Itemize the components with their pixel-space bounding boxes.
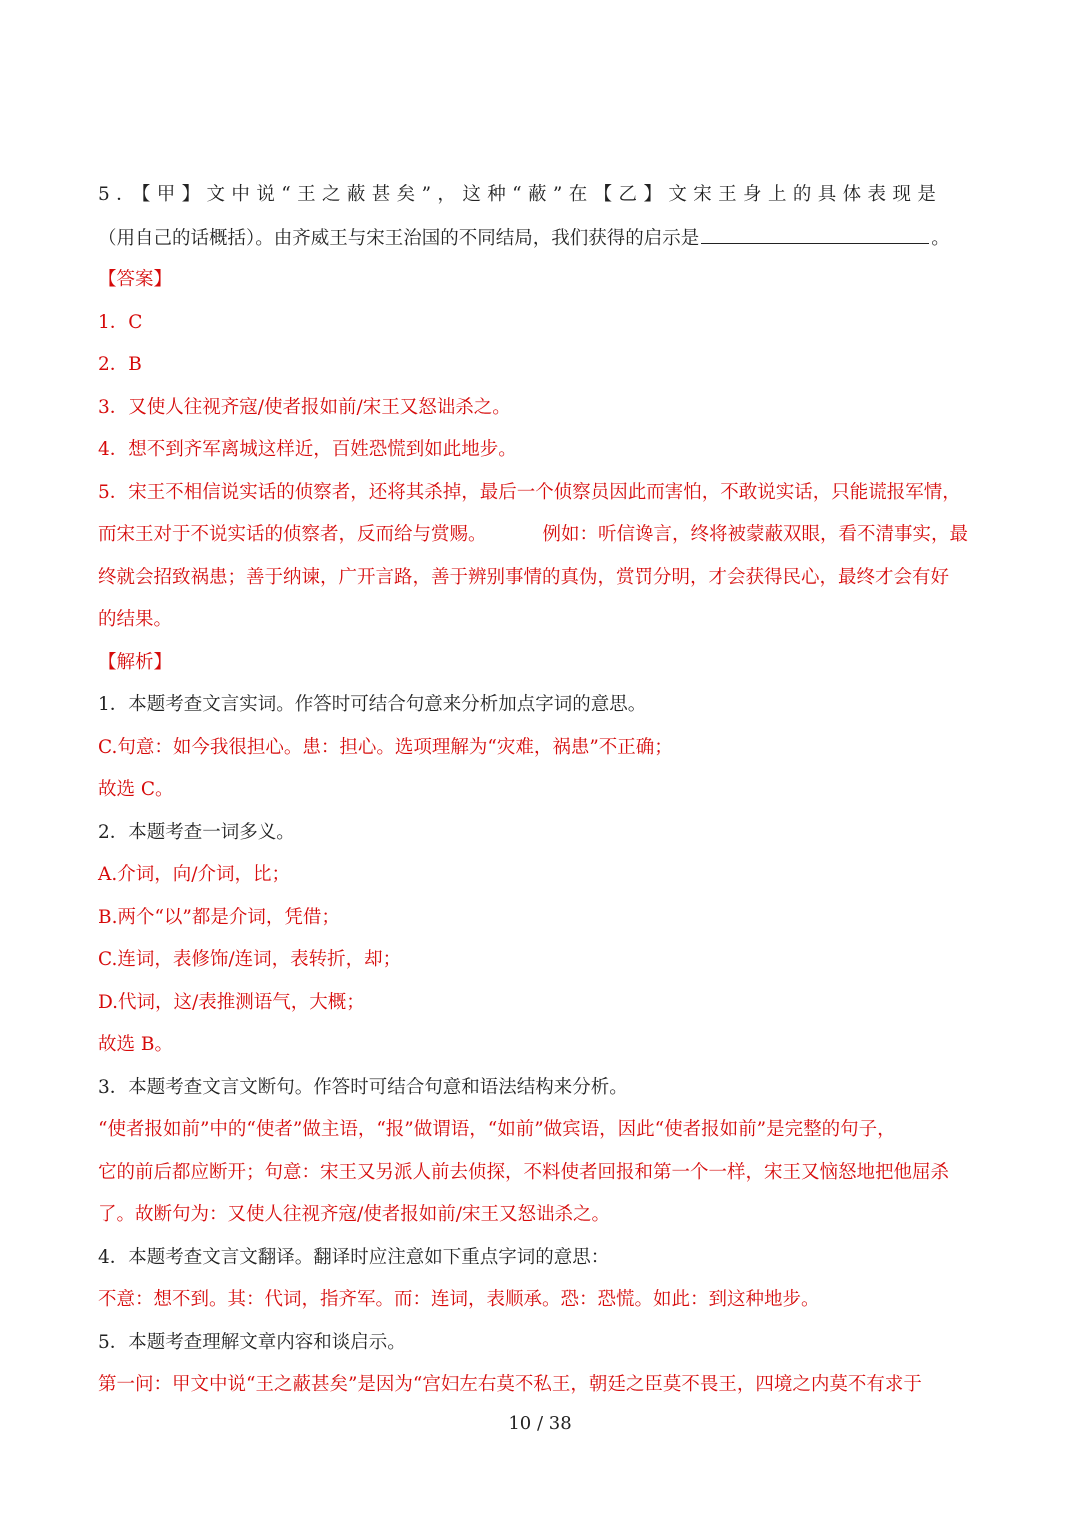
answer-item-5-line-1: 5．宋王不相信说实话的侦察者，还将其杀掉，最后一个侦察员因此而害怕，不敢说实话，只能谎报军情， (98, 482, 961, 503)
answer-heading: 【答案】 (98, 269, 173, 290)
analysis-2-title: 2．本题考查一词多义。 (98, 822, 295, 843)
question-line-2 (98, 225, 988, 252)
page-number: 10 / 38 (508, 1413, 572, 1434)
answer-item-2: 2．B (98, 354, 142, 375)
analysis-2-option-c: C.连词，表修饰/连词，表转折，却； (98, 949, 402, 970)
analysis-1-title: 1．本题考查文言实词。作答时可结合句意来分析加点字词的意思。 (98, 694, 647, 715)
analysis-3-line-2: 它的前后都应断开；句意：宋王又另派人前去侦探，不料使者回报和第一个一样，宋王又恼怒地把他屈杀 (98, 1162, 950, 1183)
analysis-3-title: 3．本题考查文言文断句。作答时可结合句意和语法结构来分析。 (98, 1077, 628, 1098)
question-line-1: 5．【甲】文中说“王之蔽甚矣”，这种“蔽”在【乙】文宋王身上的具体表现是 (98, 184, 943, 205)
analysis-1-end: 故选 C。 (98, 779, 174, 800)
analysis-heading: 【解析】 (98, 652, 173, 673)
answer-item-5-line-3: 终就会招致祸患；善于纳谏，广开言路，善于辨别事情的真伪，赏罚分明，才会获得民心，最终才会有好 (98, 567, 950, 588)
answer-item-5-line-2b: 例如：听信谗言，终将被蒙蔽双眼，看不清事实，最 (542, 524, 969, 545)
analysis-2-option-d: D.代词，这/表推测语气，大概； (98, 992, 365, 1013)
answer-item-3: 3．又使人往视齐寇/使者报如前/宋王又怒诎杀之。 (98, 397, 511, 418)
analysis-4-title: 4．本题考查文言文翻译。翻译时应注意如下重点字词的意思： (98, 1247, 610, 1268)
answer-blank (701, 225, 929, 244)
analysis-2-end: 故选 B。 (98, 1034, 173, 1055)
analysis-2-option-b: B.两个“以”都是介词，凭借； (98, 907, 340, 928)
analysis-1-body: C.句意：如今我很担心。患：担心。选项理解为“灾难，祸患”不正确； (98, 737, 673, 758)
analysis-3-line-1: “使者报如前”中的“使者”做主语，“报”做谓语，“如前”做宾语，因此“使者报如前”是完整的句子， (98, 1119, 896, 1140)
analysis-5-body: 第一问：甲文中说“王之蔽甚矣”是因为“宫妇左右莫不私王，朝廷之臣莫不畏王，四境之内莫不有求于 (98, 1374, 922, 1395)
question-line-2-text: （用自己的话概括）。由齐威王与宋王治国的不同结局，我们获得的启示是 (98, 228, 700, 249)
analysis-3-line-3: 了。故断句为：又使人往视齐寇/使者报如前/宋王又怒诎杀之。 (98, 1204, 610, 1225)
analysis-2-option-a: A.介词，向/介词，比； (98, 864, 290, 885)
answer-item-1: 1．C (98, 312, 143, 333)
answer-item-4: 4．想不到齐军离城这样近，百姓恐慌到如此地步。 (98, 439, 517, 460)
question-line-2-end: 。 (931, 228, 950, 249)
answer-item-5-line-2 (98, 522, 988, 548)
answer-item-5-line-4: 的结果。 (98, 609, 173, 630)
answer-item-5-line-2a: 而宋王对于不说实话的侦察者，反而给与赏赐。 (98, 524, 487, 545)
analysis-5-title: 5．本题考查理解文章内容和谈启示。 (98, 1332, 406, 1353)
analysis-4-body: 不意：想不到。其：代词，指齐军。而：连词，表顺承。恐：恐慌。如此：到这种地步。 (98, 1289, 820, 1310)
